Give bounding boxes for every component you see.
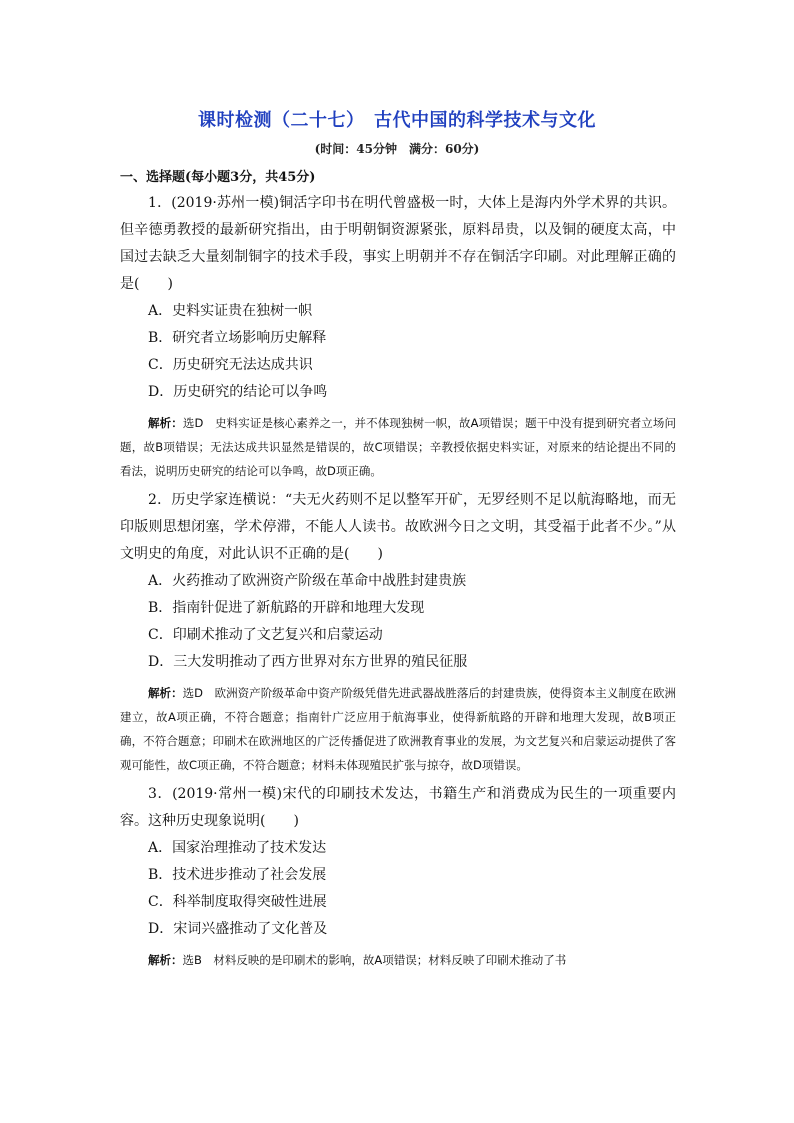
question-stem: 1．(2019·苏州一模)铜活字印书在明代曾盛极一时，大体上是海内外学术界的共识。但辛德勇教授的最新研究指出，由于明朝铜资源紧张，原料昂贵，以及铜的硬度太高，中国过去缺乏大量刻制铜字的技术手段，事实上明朝并不存在铜活字印刷。对此理解正确的是( ) — [120, 195, 676, 292]
analysis-label: 解析： — [148, 953, 183, 967]
option-d: D．三大发明推动了西方世界对东方世界的殖民征服 — [148, 654, 468, 670]
analysis — [120, 411, 676, 483]
option-c: C．历史研究无法达成共识 — [148, 357, 313, 373]
option-b: B．研究者立场影响历史解释 — [148, 330, 327, 346]
question-1 — [120, 190, 676, 483]
question-stem: 2．历史学家连横说：“夫无火药则不足以整军开矿，无罗经则不足以航海略地，而无印版则思想闭塞，学术停滞，不能人人读书。故欧洲今日之文明，其受福于此者不少。”从文明史的角度，对此认识不正确的是( ) — [120, 492, 676, 562]
option-a: A．国家治理推动了技术发达 — [148, 840, 327, 856]
option-c: C．印刷术推动了文艺复兴和启蒙运动 — [148, 627, 383, 643]
analysis — [120, 948, 676, 972]
question-stem: 3．(2019·常州一模)宋代的印刷技术发达，书籍生产和消费成为民生的一项重要内容。这种历史现象说明( ) — [120, 786, 676, 829]
option-b: B．技术进步推动了社会发展 — [148, 867, 327, 883]
page-subtitle: (时间：45分钟 满分：60分) — [314, 142, 480, 156]
question-list — [120, 190, 676, 976]
analysis-label: 解析： — [148, 686, 183, 700]
page-title: 课时检测（二十七） 古代中国的科学技术与文化 — [198, 110, 596, 131]
question-3 — [120, 781, 676, 972]
option-d: D．历史研究的结论可以争鸣 — [148, 384, 328, 400]
section-heading: 一、选择题(每小题3分，共45分) — [120, 170, 316, 185]
option-a: A．史料实证贵在独树一帜 — [148, 303, 313, 319]
option-d: D．宋词兴盛推动了文化普及 — [148, 921, 328, 937]
analysis-text: 选B 材料反映的是印刷术的影响，故A项错误；材料反映了印刷术推动了书 — [182, 953, 567, 967]
question-2 — [120, 487, 676, 777]
analysis — [120, 681, 676, 777]
option-a: A．火药推动了欧洲资产阶级在革命中战胜封建贵族 — [148, 573, 467, 589]
analysis-label: 解析： — [148, 416, 183, 430]
option-b: B．指南针促进了新航路的开辟和地理大发现 — [148, 600, 425, 616]
option-c: C．科举制度取得突破性进展 — [148, 894, 327, 910]
analysis-text: 选D 欧洲资产阶级革命中资产阶级凭借先进武器战胜落后的封建贵族，使得资本主义制度在欧洲建立，故A项正确，不符合题意；指南针广泛应用于航海事业，使得新航路的开辟和地理大发现，故B项正确，不符合题意；印刷术在欧洲地区的广泛传播促进了欧洲教育事业的发展，为文艺复兴和启蒙运动提供了客观可能性，故C项正确，不符合题意；材料未体现殖民扩张与掠夺，故D项错误。 — [120, 686, 676, 772]
analysis-text: 选D 史料实证是核心素养之一，并不体现独树一帜，故A项错误；题干中没有提到研究者立场问题，故B项错误；无法达成共识显然是错误的，故C项错误；辛教授依据史料实证，对原来的结论提出不同的看法，说明历史研究的结论可以争鸣，故D项正确。 — [120, 416, 677, 478]
